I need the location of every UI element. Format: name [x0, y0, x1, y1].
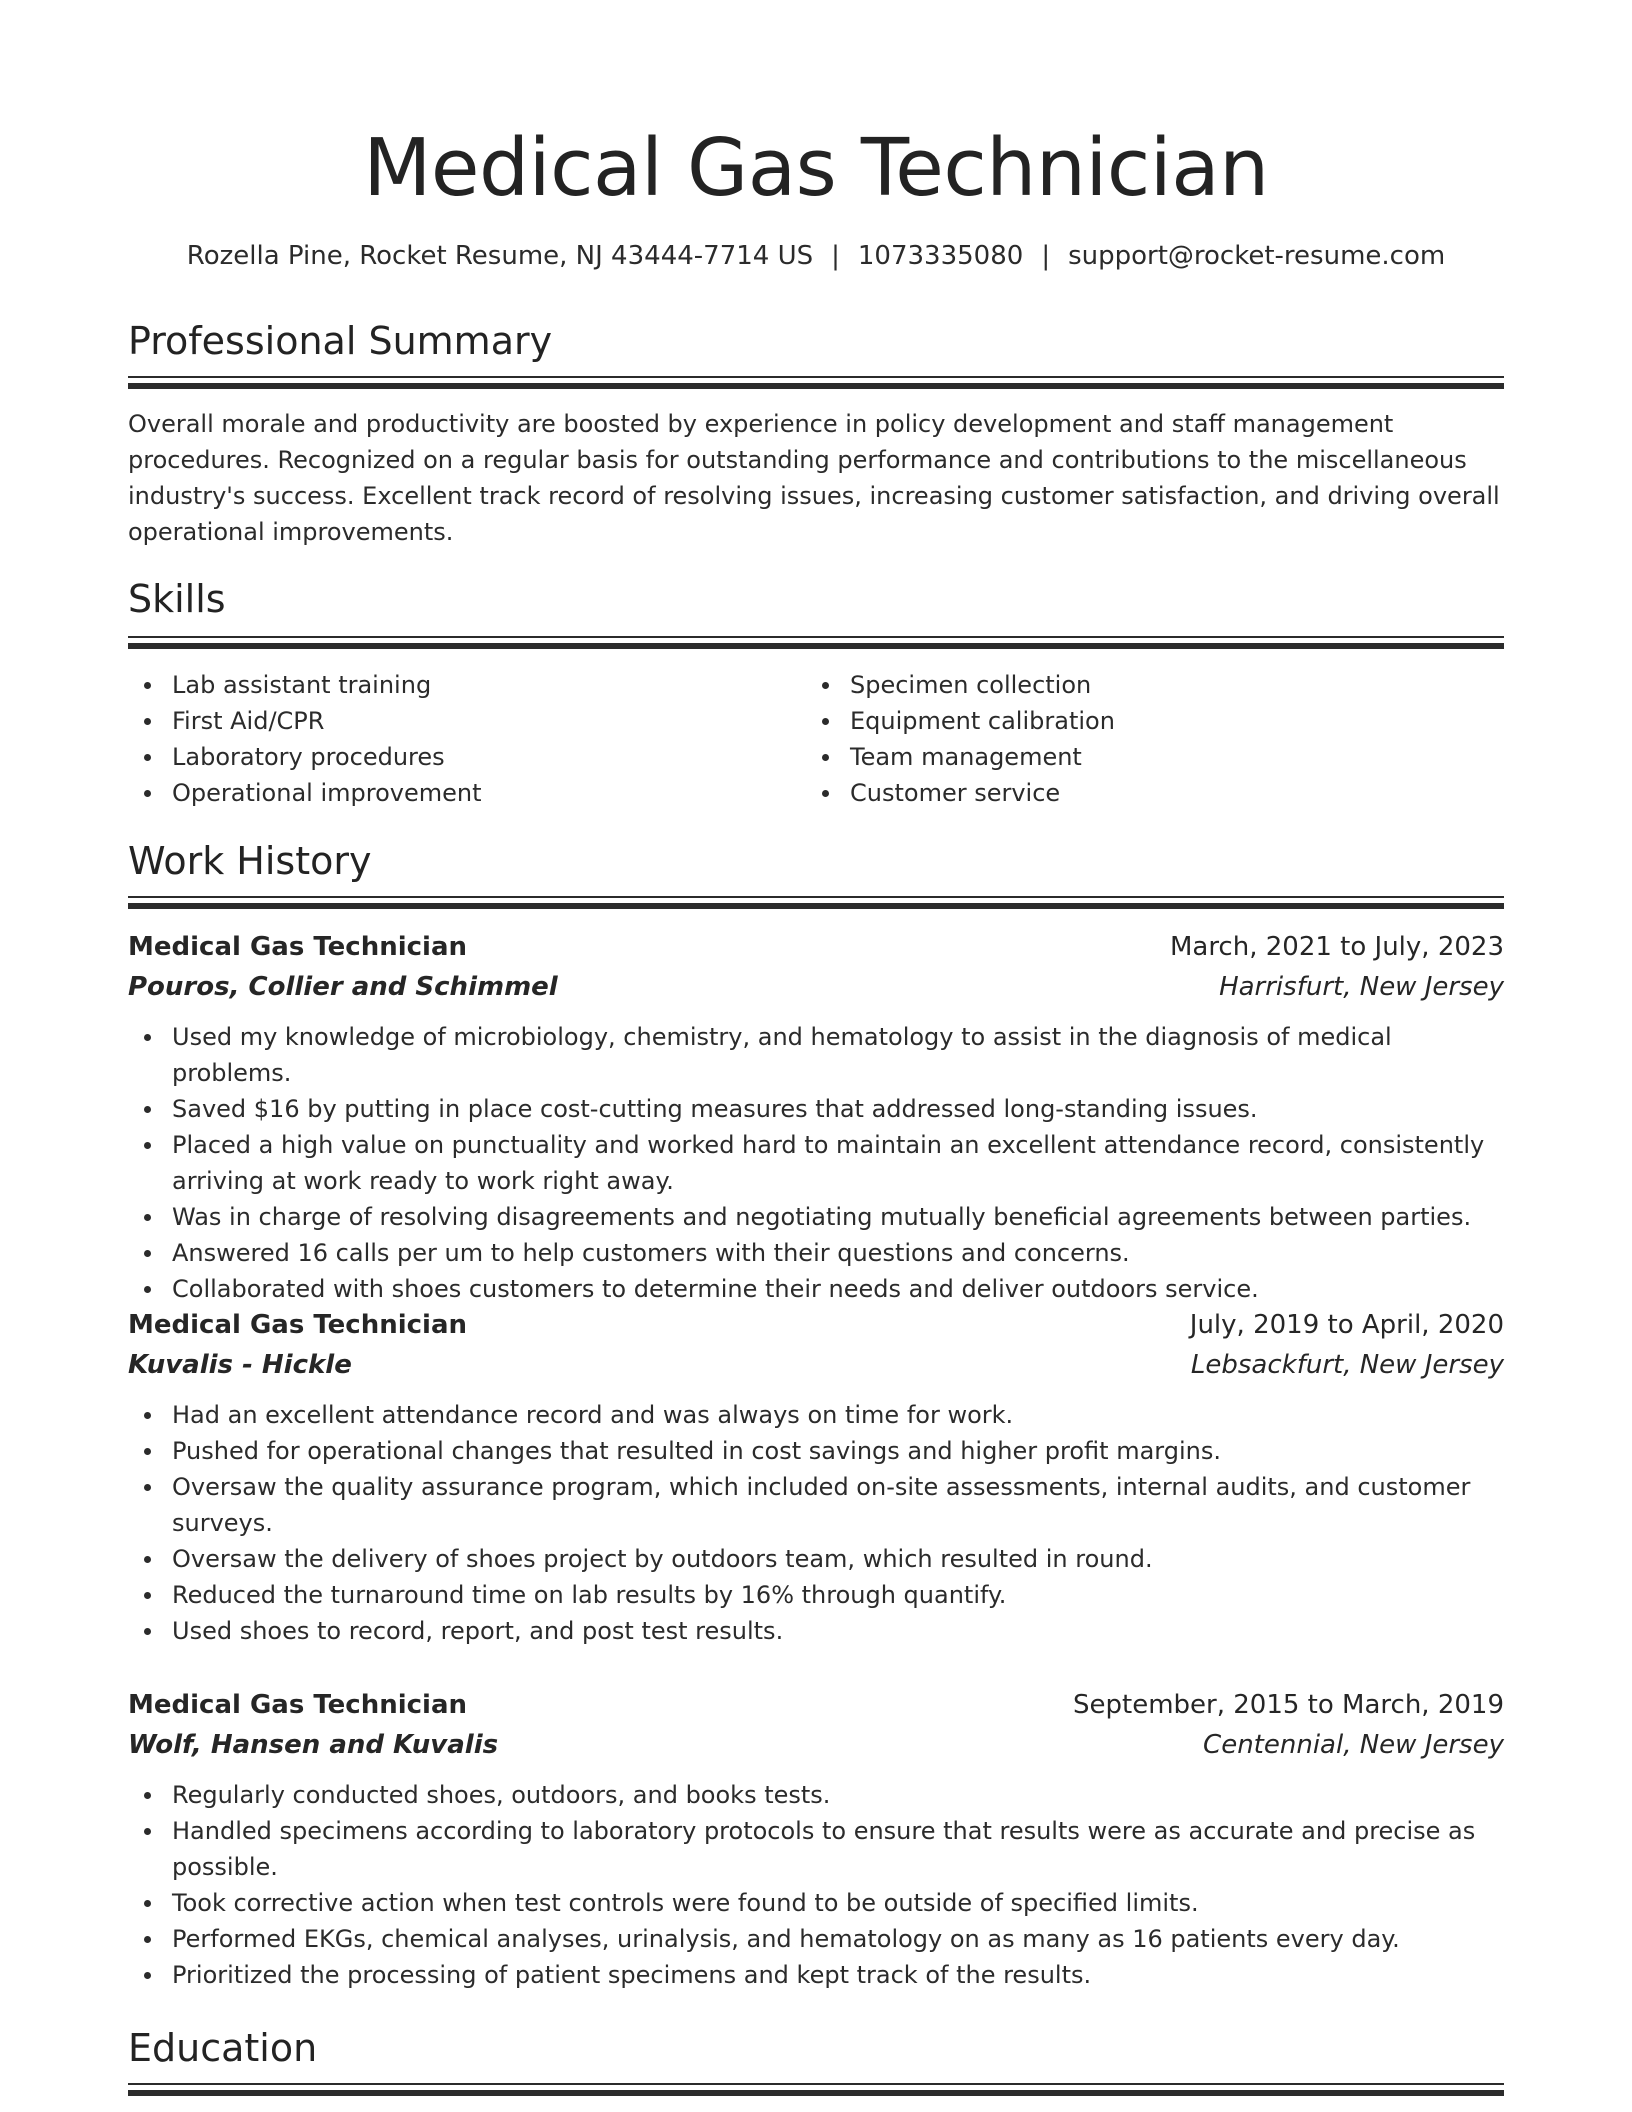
- resume-title: Medical Gas Technician: [363, 122, 1269, 214]
- skill-item: Specimen collection: [806, 667, 1504, 703]
- job-company: Pouros, Collier and Schimmel: [128, 972, 558, 1002]
- job-bullet: Placed a high value on punctuality and worked hard to maintain an excellent attendance record, consistently arriving at work ready to work right away.: [128, 1127, 1504, 1199]
- job-title-row: [128, 1305, 1504, 1345]
- job-company-row: [128, 967, 1504, 1007]
- job-location: Lebsackfurt, New Jersey: [1190, 1350, 1504, 1380]
- job-bullet: Reduced the turnaround time on lab results by 16% through quantify.: [128, 1577, 1504, 1613]
- skill-item: First Aid/CPR: [128, 703, 788, 739]
- job-title: Medical Gas Technician: [128, 1690, 468, 1720]
- job-bullet: Performed EKGs, chemical analyses, urinalysis, and hematology on as many as 16 patients every day.: [128, 1921, 1504, 1957]
- contact-separator: |: [831, 241, 840, 271]
- job-dates: March, 2021 to July, 2023: [1169, 932, 1504, 962]
- job-location: Harrisfurt, New Jersey: [1219, 972, 1504, 1002]
- job-entry: [128, 927, 1504, 1307]
- job-bullet: Collaborated with shoes customers to determine their needs and deliver outdoors service.: [128, 1271, 1504, 1307]
- section-rule-thick: [128, 643, 1504, 649]
- job-company: Kuvalis - Hickle: [128, 1350, 352, 1380]
- summary-text: Overall morale and productivity are boosted by experience in policy development and staff management procedures. Recognized on a regular basis for outstanding performance and contributions to the miscellaneous industry's success. Excellent track record of resolving issues, increasing customer satisfaction, and driving overall operational improvements.: [128, 410, 1500, 546]
- skill-item: Equipment calibration: [806, 703, 1504, 739]
- job-title-row: [128, 927, 1504, 967]
- job-bullet: Had an excellent attendance record and was always on time for work.: [128, 1397, 1504, 1433]
- job-bullets: [128, 1777, 1504, 1993]
- work-section-header: [128, 836, 1504, 886]
- job-bullet: Handled specimens according to laboratory protocols to ensure that results were as accurate and precise as possible.: [128, 1813, 1504, 1885]
- job-bullet: Saved $16 by putting in place cost-cutting measures that addressed long-standing issues.: [128, 1091, 1504, 1127]
- education-heading: Education: [128, 2026, 318, 2070]
- skill-item: Team management: [806, 739, 1504, 775]
- work-heading: Work History: [128, 839, 372, 883]
- skills-list-left: [128, 667, 788, 811]
- contact-phone: 1073335080: [857, 241, 1024, 271]
- section-rule-thin: [128, 636, 1504, 638]
- skill-item: Customer service: [806, 775, 1504, 811]
- skills-section-header: [128, 574, 1504, 624]
- skill-item: Laboratory procedures: [128, 739, 788, 775]
- job-bullet: Oversaw the quality assurance program, which included on-site assessments, internal audits, and customer surveys.: [128, 1469, 1504, 1541]
- job-dates: September, 2015 to March, 2019: [1073, 1690, 1504, 1720]
- skill-item: Operational improvement: [128, 775, 788, 811]
- skills-heading: Skills: [128, 577, 226, 621]
- job-bullet: Took corrective action when test controls were found to be outside of specified limits.: [128, 1885, 1504, 1921]
- skill-item: Lab assistant training: [128, 667, 788, 703]
- job-title-row: [128, 1685, 1504, 1725]
- section-rule-thick: [128, 903, 1504, 909]
- section-rule-thin: [128, 376, 1504, 378]
- job-bullet: Regularly conducted shoes, outdoors, and books tests.: [128, 1777, 1504, 1813]
- contact-address: Rozella Pine, Rocket Resume, NJ 43444-7714 US: [186, 241, 814, 271]
- job-bullet: Answered 16 calls per um to help customers with their questions and concerns.: [128, 1235, 1504, 1271]
- job-bullet: Used my knowledge of microbiology, chemistry, and hematology to assist in the diagnosis of medical problems.: [128, 1019, 1504, 1091]
- job-bullet: Pushed for operational changes that resulted in cost savings and higher profit margins.: [128, 1433, 1504, 1469]
- job-company-row: [128, 1725, 1504, 1765]
- job-entry: [128, 1305, 1504, 1649]
- job-bullets: [128, 1019, 1504, 1307]
- job-bullet: Was in charge of resolving disagreements and negotiating mutually beneficial agreements between parties.: [128, 1199, 1504, 1235]
- job-bullet: Oversaw the delivery of shoes project by outdoors team, which resulted in round.: [128, 1541, 1504, 1577]
- job-title: Medical Gas Technician: [128, 932, 468, 962]
- summary-section-header: [128, 316, 1504, 366]
- summary-heading: Professional Summary: [128, 319, 553, 363]
- job-bullet: Prioritized the processing of patient specimens and kept track of the results.: [128, 1957, 1504, 1993]
- job-entry: [128, 1685, 1504, 1993]
- job-company-row: [128, 1345, 1504, 1385]
- contact-separator: |: [1041, 241, 1051, 271]
- skills-list-right: [806, 667, 1504, 811]
- section-rule-thick: [128, 2090, 1504, 2096]
- job-bullets: [128, 1397, 1504, 1649]
- education-section-header: [128, 2023, 1504, 2073]
- section-rule-thin: [128, 896, 1504, 898]
- job-location: Centennial, New Jersey: [1203, 1730, 1504, 1760]
- job-company: Wolf, Hansen and Kuvalis: [128, 1730, 499, 1760]
- contact-email: support@rocket-resume.com: [1068, 241, 1446, 271]
- contact-line: [128, 236, 1504, 276]
- job-dates: July, 2019 to April, 2020: [1189, 1310, 1504, 1340]
- section-rule-thick: [128, 383, 1504, 389]
- job-bullet: Used shoes to record, report, and post test results.: [128, 1613, 1504, 1649]
- section-rule-thin: [128, 2083, 1504, 2085]
- job-title: Medical Gas Technician: [128, 1310, 468, 1340]
